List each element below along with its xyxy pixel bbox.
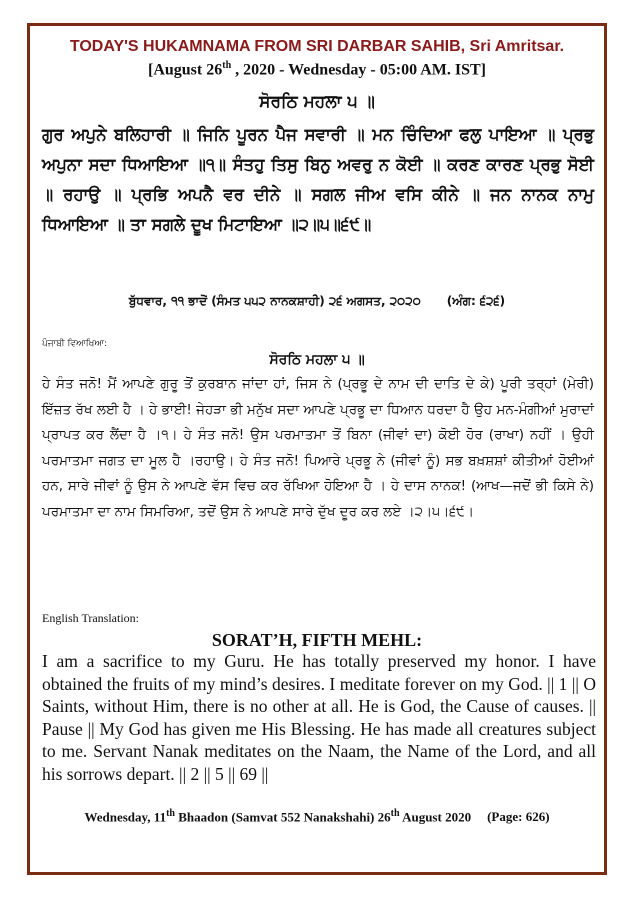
date-prefix: [August 26 bbox=[148, 61, 223, 79]
gurmukhi-date-line bbox=[30, 294, 604, 309]
footer-month-sup: th bbox=[390, 808, 400, 819]
page-title: TODAY'S HUKAMNAMA FROM SRI DARBAR SAHIB, Sri Amritsar. bbox=[69, 38, 565, 55]
footer-day: Wednesday, 11 bbox=[84, 809, 167, 825]
punjabi-label: ਪੰਜਾਬੀ ਵਿਆਖਿਆ: bbox=[42, 339, 108, 349]
footer-day-sup: th bbox=[166, 808, 175, 819]
footer-middle: Bhaadon (Samvat 552 Nanakshahi) 26 bbox=[175, 809, 391, 825]
footer-end: August 2020 bbox=[399, 809, 472, 825]
english-label: English Translation: bbox=[42, 611, 140, 625]
gurmukhi-text: ਗੁਰ ਅਪੁਨੇ ਬਲਿਹਾਰੀ ॥ ਜਿਨਿ ਪੂਰਨ ਪੈਜ ਸਵਾਰੀ ॥ ਮਨ ਚਿੰਦਿਆ ਫਲੁ ਪਾਇਆ ॥ ਪ੍ਰਭੁ ਅਪੁਨਾ ਸਦਾ ਧਿਆਇਆ ॥੧॥ ਸੰਤਹੁ ਤਿਸੁ ਬਿਨੁ ਅਵਰੁ ਨ ਕੋਈ ॥ ਕਰਣ ਕਾਰਣ ਪ੍ਰਭੁ ਸੋਈ ॥ ਰਹਾਉ ॥ ਪ੍ਰਭਿ ਅਪਨੈ ਵਰ ਦੀਨੇ ॥ ਸਗਲ ਜੀਅ ਵਸਿ ਕੀਨੇ ॥ ਜਨ ਨਾਨਕ ਨਾਮੁ ਧਿਆਇਆ ॥ ਤਾ ਸਗਲੇ ਦੂਖ ਮਿਟਾਇਆ ॥੨॥੫॥੬੯॥ bbox=[42, 125, 594, 234]
english-text: I am a sacrifice to my Guru. He has totally preserved my honor. I have obtained the fruits of my mind’s desires. I meditate forever on my God. || 1 || O Saints, without Him, there is no other at all. He is God, the Cause of causes. || Pause || My God has given me His Blessing. He has made all creatures subject to me. Servant Nanak meditates on the Naam, the Name of the Lord, and all his sorrows depart. || 2 || 5 || 69 || bbox=[42, 651, 596, 784]
gurmukhi-heading: ਸੋਰਠਿ ਮਹਲਾ ੫ ॥ bbox=[259, 92, 375, 112]
date-suffix: , 2020 - Wednesday - 05:00 AM. IST] bbox=[231, 61, 486, 79]
gurmukhi-page-ref: (ਅੰਗ: ੬੨੬) bbox=[446, 294, 506, 308]
gurmukhi-date: ਬੁੱਧਵਾਰ, ੧੧ ਭਾਦੋਂ (ਸੰਮਤ ੫੫੨ ਨਾਨਕਸ਼ਾਹੀ) ੨੬ ਅਗਸਤ, ੨੦੨੦ bbox=[128, 294, 421, 308]
english-heading: SORAT’H, FIFTH MEHL: bbox=[211, 630, 423, 650]
date-sup: th bbox=[222, 60, 232, 71]
footer-page-ref: (Page: 626) bbox=[487, 809, 550, 825]
date-line bbox=[30, 60, 604, 79]
punjabi-heading: ਸੋਰਠਿ ਮਹਲਾ ੫ ॥ bbox=[269, 352, 365, 368]
document-frame bbox=[27, 23, 607, 875]
punjabi-text: ਹੇ ਸੰਤ ਜਨੋ! ਮੈਂ ਆਪਣੇ ਗੁਰੂ ਤੋਂ ਕੁਰਬਾਨ ਜਾਂਦਾ ਹਾਂ, ਜਿਸ ਨੇ (ਪ੍ਰਭੂ ਦੇ ਨਾਮ ਦੀ ਦਾਤਿ ਦੇ ਕੇ) ਪੂਰੀ ਤਰ੍ਹਾਂ (ਮੇਰੀ) ਇੱਜ਼ਤ ਰੱਖ ਲਈ ਹੈ । ਹੇ ਭਾਈ! ਜੇਹੜਾ ਭੀ ਮਨੁੱਖ ਸਦਾ ਆਪਣੇ ਪ੍ਰਭੂ ਦਾ ਧਿਆਨ ਧਰਦਾ ਹੈ ਉਹ ਮਨ-ਮੰਗੀਆਂ ਮੁਰਾਦਾਂ ਪ੍ਰਾਪਤ ਕਰ ਲੈਂਦਾ ਹੈ ।੧। ਹੇ ਸੰਤ ਜਨੋ! ਉਸ ਪਰਮਾਤਮਾ ਤੋਂ ਬਿਨਾ (ਜੀਵਾਂ ਦਾ) ਕੋਈ ਹੋਰ (ਰਾਖਾ) ਨਹੀਂ । ਉਹੀ ਪਰਮਾਤਮਾ ਜਗਤ ਦਾ ਮੂਲ ਹੈ ।ਰਹਾਉ। ਹੇ ਸੰਤ ਜਨੋ! ਪਿਆਰੇ ਪ੍ਰਭੂ ਨੇ (ਜੀਵਾਂ ਨੂੰ) ਸਭ ਬਖ਼ਸ਼ਸ਼ਾਂ ਕੀਤੀਆਂ ਹੋਈਆਂ ਹਨ, ਸਾਰੇ ਜੀਵਾਂ ਨੂੰ ਉਸ ਨੇ ਆਪਣੇ ਵੱਸ ਵਿਚ ਕਰ ਰੱਖਿਆ ਹੋਇਆ ਹੈ । ਹੇ ਦਾਸ ਨਾਨਕ! (ਆਖ—ਜਦੋਂ ਭੀ ਕਿਸੇ ਨੇ) ਪਰਮਾਤਮਾ ਦਾ ਨਾਮ ਸਿਮਰਿਆ, ਤਦੋਂ ਉਸ ਨੇ ਆਪਣੇ ਸਾਰੇ ਦੁੱਖ ਦੂਰ ਕਰ ਲਏ ।੨।੫।੬੯। bbox=[42, 376, 594, 520]
footer-date-line bbox=[30, 808, 604, 825]
